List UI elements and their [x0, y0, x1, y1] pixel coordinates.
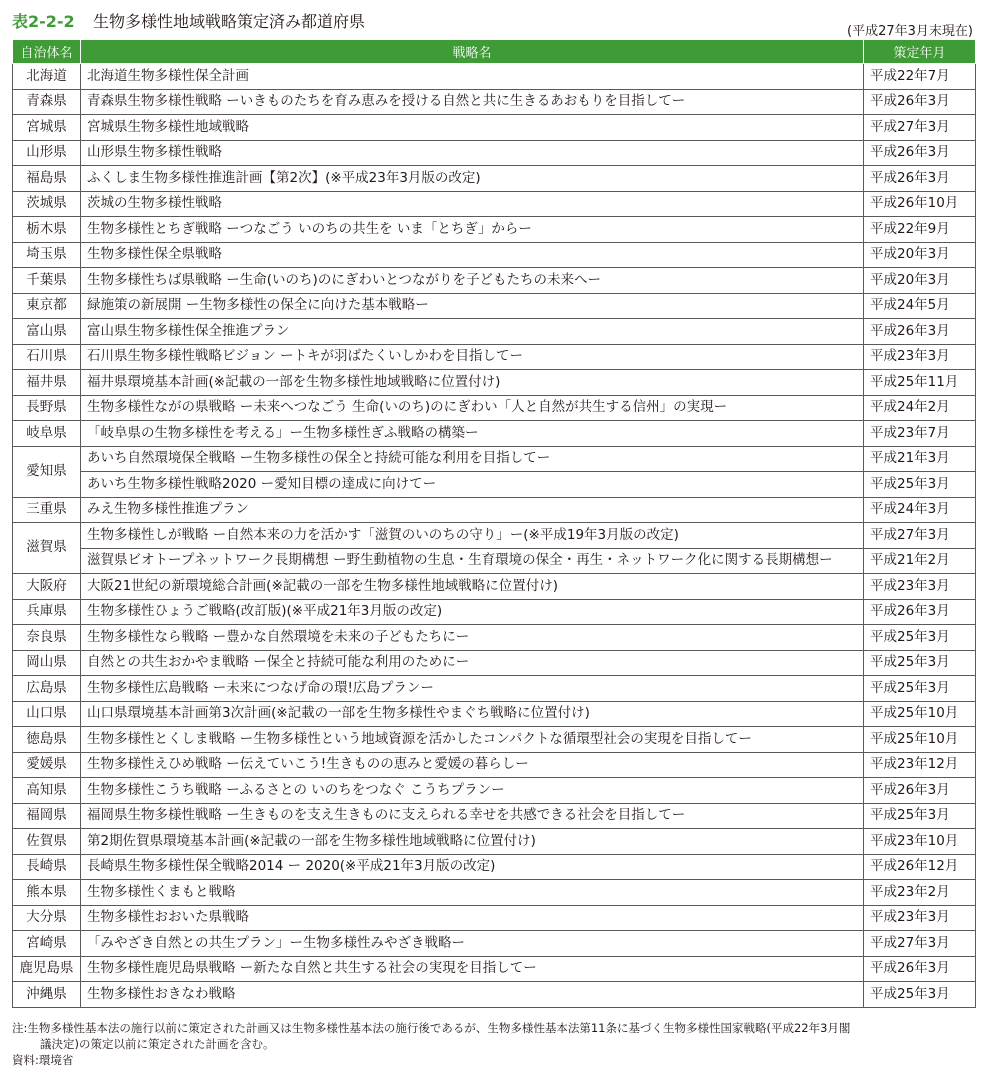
prefecture-cell: 徳島県 [13, 727, 81, 753]
prefecture-cell: 東京都 [13, 293, 81, 319]
table-row [13, 599, 976, 625]
table-row [13, 931, 976, 957]
established-date-cell: 平成25年3月 [864, 982, 976, 1008]
prefecture-cell: 埼玉県 [13, 242, 81, 268]
prefecture-cell: 愛知県 [13, 446, 81, 497]
strategy-name-cell: 生物多様性えひめ戦略 ー伝えていこう!生きものの恵みと愛媛の暮らしー [81, 752, 864, 778]
prefecture-cell: 岡山県 [13, 650, 81, 676]
strategy-name-cell: 宮城県生物多様性地域戦略 [81, 115, 864, 141]
strategy-name-cell: 生物多様性こうち戦略 ーふるさとの いのちをつなぐ こうちプランー [81, 778, 864, 804]
established-date-cell: 平成23年2月 [864, 880, 976, 906]
table-row [13, 956, 976, 982]
strategy-name-cell: 長崎県生物多様性保全戦略2014 ー 2020(※平成21年3月版の改定) [81, 854, 864, 880]
table-row [13, 395, 976, 421]
strategy-name-cell: 生物多様性しが戦略 ー自然本来の力を活かす「滋賀のいのちの守り」ー(※平成19年3月版の改定) [81, 523, 864, 549]
strategy-name-cell: 富山県生物多様性保全推進プラン [81, 319, 864, 345]
note-line-continued: 議決定)の策定以前に策定された計画を含む。 [40, 1037, 275, 1051]
table-row [13, 344, 976, 370]
table-row [13, 446, 976, 472]
established-date-cell: 平成26年3月 [864, 599, 976, 625]
established-date-cell: 平成27年3月 [864, 523, 976, 549]
strategy-name-cell: 生物多様性とちぎ戦略 ーつなごう いのちの共生を いま「とちぎ」からー [81, 217, 864, 243]
strategy-name-cell: 茨城の生物多様性戦略 [81, 191, 864, 217]
table-row [13, 217, 976, 243]
notes [12, 1020, 975, 1068]
table-row [13, 421, 976, 447]
strategy-name-cell: 自然との共生おかやま戦略 ー保全と持続可能な利用のためにー [81, 650, 864, 676]
established-date-cell: 平成26年10月 [864, 191, 976, 217]
prefecture-cell: 佐賀県 [13, 829, 81, 855]
strategy-name-cell: 生物多様性ながの県戦略 ー未来へつなごう 生命(いのち)のにぎわい「人と自然が共生する信州」の実現ー [81, 395, 864, 421]
strategy-name-cell: ふくしま生物多様性推進計画【第2次】(※平成23年3月版の改定) [81, 166, 864, 192]
prefecture-cell: 福井県 [13, 370, 81, 396]
established-date-cell: 平成24年2月 [864, 395, 976, 421]
prefecture-cell: 山口県 [13, 701, 81, 727]
strategy-name-cell: 生物多様性おきなわ戦略 [81, 982, 864, 1008]
column-header-strategy: 戦略名 [81, 40, 864, 64]
established-date-cell: 平成25年3月 [864, 625, 976, 651]
table-row [13, 191, 976, 217]
prefecture-cell: 長崎県 [13, 854, 81, 880]
established-date-cell: 平成26年12月 [864, 854, 976, 880]
as-of-date: (平成27年3月末現在) [847, 24, 973, 39]
established-date-cell: 平成21年2月 [864, 548, 976, 574]
strategy-name-cell: 「岐阜県の生物多様性を考える」ー生物多様性ぎふ戦略の構築ー [81, 421, 864, 447]
prefecture-cell: 福島県 [13, 166, 81, 192]
table-row [13, 166, 976, 192]
table-row [13, 89, 976, 115]
established-date-cell: 平成26年3月 [864, 166, 976, 192]
prefecture-cell: 長野県 [13, 395, 81, 421]
table-row [13, 472, 976, 498]
prefecture-cell: 岐阜県 [13, 421, 81, 447]
table-row [13, 115, 976, 141]
prefecture-cell: 兵庫県 [13, 599, 81, 625]
prefecture-cell: 愛媛県 [13, 752, 81, 778]
prefecture-cell: 青森県 [13, 89, 81, 115]
strategy-name-cell: あいち自然環境保全戦略 ー生物多様性の保全と持続可能な利用を目指してー [81, 446, 864, 472]
established-date-cell: 平成20年3月 [864, 242, 976, 268]
established-date-cell: 平成25年3月 [864, 803, 976, 829]
table-row [13, 548, 976, 574]
prefecture-cell: 茨城県 [13, 191, 81, 217]
prefecture-cell: 奈良県 [13, 625, 81, 651]
strategy-name-cell: 石川県生物多様性戦略ビジョン ートキが羽ばたくいしかわを目指してー [81, 344, 864, 370]
strategy-name-cell: みえ生物多様性推進プラン [81, 497, 864, 523]
established-date-cell: 平成23年12月 [864, 752, 976, 778]
prefecture-cell: 福岡県 [13, 803, 81, 829]
established-date-cell: 平成21年3月 [864, 446, 976, 472]
table-row [13, 701, 976, 727]
prefecture-cell: 栃木県 [13, 217, 81, 243]
strategy-name-cell: 「みやざき自然との共生プラン」ー生物多様性みやざき戦略ー [81, 931, 864, 957]
established-date-cell: 平成22年7月 [864, 64, 976, 90]
strategy-name-cell: 滋賀県ビオトープネットワーク長期構想 ー野生動植物の生息・生育環境の保全・再生・ネットワーク化に関する長期構想ー [81, 548, 864, 574]
table-row [13, 880, 976, 906]
prefecture-cell: 滋賀県 [13, 523, 81, 574]
table-row [13, 64, 976, 90]
table-row [13, 650, 976, 676]
established-date-cell: 平成27年3月 [864, 931, 976, 957]
prefecture-cell: 広島県 [13, 676, 81, 702]
established-date-cell: 平成20年3月 [864, 268, 976, 294]
established-date-cell: 平成26年3月 [864, 140, 976, 166]
table-row [13, 370, 976, 396]
strategy-name-cell: 生物多様性ちば県戦略 ー生命(いのち)のにぎわいとつながりを子どもたちの未来へー [81, 268, 864, 294]
strategy-name-cell: 生物多様性広島戦略 ー未来につなげ命の環!広島プランー [81, 676, 864, 702]
table-row [13, 574, 976, 600]
strategy-name-cell: 生物多様性とくしま戦略 ー生物多様性という地域資源を活かしたコンパクトな循環型社会の実現を目指してー [81, 727, 864, 753]
header-row [13, 40, 976, 64]
table-title-row [12, 8, 975, 39]
strategy-name-cell: 大阪21世紀の新環境総合計画(※記載の一部を生物多様性地域戦略に位置付け) [81, 574, 864, 600]
prefecture-cell: 千葉県 [13, 268, 81, 294]
prefecture-cell: 沖縄県 [13, 982, 81, 1008]
table-row [13, 242, 976, 268]
established-date-cell: 平成26年3月 [864, 319, 976, 345]
strategy-name-cell: 福岡県生物多様性戦略 ー生きものを支え生きものに支えられる幸せを共感できる社会を目指してー [81, 803, 864, 829]
established-date-cell: 平成25年3月 [864, 650, 976, 676]
table-number: 表2-2-2 [12, 12, 75, 31]
strategy-name-cell: 福井県環境基本計画(※記載の一部を生物多様性地域戦略に位置付け) [81, 370, 864, 396]
table-row [13, 497, 976, 523]
table-row [13, 319, 976, 345]
established-date-cell: 平成25年10月 [864, 701, 976, 727]
strategy-name-cell: 生物多様性くまもと戦略 [81, 880, 864, 906]
table-row [13, 727, 976, 753]
prefecture-cell: 山形県 [13, 140, 81, 166]
source-note: 資料:環境省 [12, 1053, 74, 1067]
note-line: 注:生物多様性基本法の施行以前に策定された計画又は生物多様性基本法の施行後であるが、生物多様性基本法第11条に基づく生物多様性国家戦略(平成22年3月閣 [12, 1021, 851, 1035]
established-date-cell: 平成26年3月 [864, 778, 976, 804]
prefecture-cell: 北海道 [13, 64, 81, 90]
strategy-name-cell: 山形県生物多様性戦略 [81, 140, 864, 166]
table-row [13, 854, 976, 880]
table-body [13, 64, 976, 1008]
established-date-cell: 平成23年3月 [864, 574, 976, 600]
established-date-cell: 平成25年10月 [864, 727, 976, 753]
prefecture-cell: 三重県 [13, 497, 81, 523]
strategy-name-cell: 青森県生物多様性戦略 ーいきものたちを育み恵みを授ける自然と共に生きるあおもりを目指してー [81, 89, 864, 115]
table-title: 生物多様性地域戦略策定済み都道府県 [93, 12, 366, 31]
established-date-cell: 平成27年3月 [864, 115, 976, 141]
prefecture-cell: 大阪府 [13, 574, 81, 600]
prefecture-cell: 宮城県 [13, 115, 81, 141]
strategy-name-cell: 生物多様性ひょうご戦略(改訂版)(※平成21年3月版の改定) [81, 599, 864, 625]
established-date-cell: 平成26年3月 [864, 89, 976, 115]
prefecture-cell: 富山県 [13, 319, 81, 345]
column-header-date: 策定年月 [864, 40, 976, 64]
strategy-name-cell: 第2期佐賀県環境基本計画(※記載の一部を生物多様性地域戦略に位置付け) [81, 829, 864, 855]
prefecture-cell: 大分県 [13, 905, 81, 931]
prefecture-cell: 熊本県 [13, 880, 81, 906]
table-row [13, 676, 976, 702]
established-date-cell: 平成24年3月 [864, 497, 976, 523]
prefecture-cell: 石川県 [13, 344, 81, 370]
strategy-name-cell: 生物多様性なら戦略 ー豊かな自然環境を未来の子どもたちにー [81, 625, 864, 651]
prefecture-cell: 高知県 [13, 778, 81, 804]
established-date-cell: 平成25年3月 [864, 676, 976, 702]
strategy-name-cell: 生物多様性おおいた県戦略 [81, 905, 864, 931]
table-row [13, 803, 976, 829]
strategy-table [12, 39, 976, 1008]
strategy-name-cell: 北海道生物多様性保全計画 [81, 64, 864, 90]
established-date-cell: 平成25年3月 [864, 472, 976, 498]
established-date-cell: 平成23年10月 [864, 829, 976, 855]
table-row [13, 293, 976, 319]
strategy-name-cell: あいち生物多様性戦略2020 ー愛知目標の達成に向けてー [81, 472, 864, 498]
established-date-cell: 平成26年3月 [864, 956, 976, 982]
table-row [13, 140, 976, 166]
table-row [13, 625, 976, 651]
table-row [13, 829, 976, 855]
strategy-name-cell: 生物多様性保全県戦略 [81, 242, 864, 268]
table-row [13, 752, 976, 778]
table-header [13, 40, 976, 64]
prefecture-cell: 鹿児島県 [13, 956, 81, 982]
table-row [13, 982, 976, 1008]
established-date-cell: 平成22年9月 [864, 217, 976, 243]
strategy-name-cell: 山口県環境基本計画第3次計画(※記載の一部を生物多様性やまぐち戦略に位置付け) [81, 701, 864, 727]
established-date-cell: 平成23年7月 [864, 421, 976, 447]
established-date-cell: 平成23年3月 [864, 905, 976, 931]
strategy-name-cell: 生物多様性鹿児島県戦略 ー新たな自然と共生する社会の実現を目指してー [81, 956, 864, 982]
prefecture-cell: 宮崎県 [13, 931, 81, 957]
table-row [13, 905, 976, 931]
strategy-name-cell: 緑施策の新展開 ー生物多様性の保全に向けた基本戦略ー [81, 293, 864, 319]
established-date-cell: 平成23年3月 [864, 344, 976, 370]
column-header-pref: 自治体名 [13, 40, 81, 64]
table-row [13, 523, 976, 549]
table-row [13, 778, 976, 804]
established-date-cell: 平成25年11月 [864, 370, 976, 396]
established-date-cell: 平成24年5月 [864, 293, 976, 319]
table-row [13, 268, 976, 294]
